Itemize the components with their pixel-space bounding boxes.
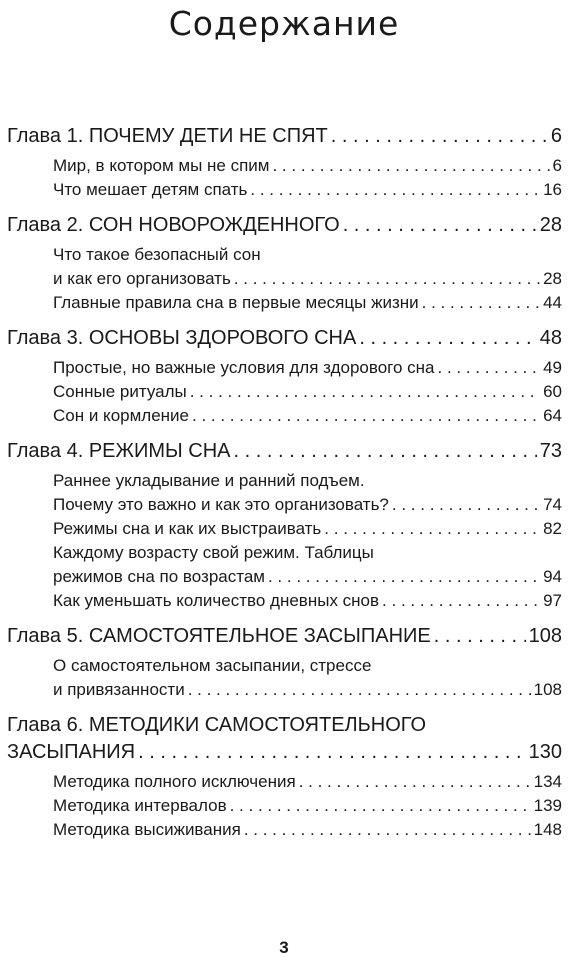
dot-leader (392, 493, 540, 517)
subsection-entry-page: 94 (543, 567, 562, 586)
dot-leader (434, 623, 526, 650)
chapter-heading[interactable] (7, 712, 562, 766)
chapter-heading-line (7, 212, 562, 239)
chapter-entry (7, 325, 562, 438)
chapter-heading[interactable] (7, 325, 562, 352)
subsection-entry[interactable] (53, 154, 562, 178)
chapter-heading-text: Глава 2. СОН НОВОРОЖДЕННОГО (7, 214, 340, 236)
subsection-entry-line (53, 267, 562, 291)
chapter-subsections (7, 352, 562, 438)
subsection-entry-text: О самостоятельном засыпании, стрессе (53, 656, 372, 675)
chapter-heading-line (7, 739, 562, 766)
subsection-entry[interactable] (53, 517, 562, 541)
dot-leader (192, 404, 540, 428)
subsection-entry-text: Мир, в котором мы не спим (53, 156, 270, 175)
subsection-entry-text: Как уменьшать количество дневных снов (53, 591, 380, 610)
subsection-entry-line (53, 517, 562, 541)
subsection-entry-page: 139 (533, 796, 562, 815)
chapter-heading-page: 6 (550, 125, 562, 147)
subsection-entry-line (53, 770, 562, 794)
subsection-entry-text: Главные правила сна в первые месяцы жизни (53, 293, 419, 312)
dot-leader (234, 438, 537, 465)
subsection-entry-line (53, 356, 562, 380)
subsection-entry-page: 44 (543, 293, 562, 312)
subsection-entry-page: 134 (533, 772, 562, 791)
subsection-entry[interactable] (53, 380, 562, 404)
subsection-entry-text: Сон и кормление (53, 406, 189, 425)
subsection-entry-page: 60 (543, 382, 562, 401)
subsection-entry-line (53, 493, 562, 517)
page-title: Содержание (168, 4, 400, 43)
subsection-entry-text: Что такое безопасный сон (53, 245, 261, 264)
chapter-heading-line (7, 438, 562, 465)
subsection-entry[interactable] (53, 243, 562, 291)
chapter-heading-line (7, 712, 562, 739)
dot-leader (190, 380, 540, 404)
subsection-entry[interactable] (53, 794, 562, 818)
subsection-entry-line (53, 154, 562, 178)
dot-leader (230, 794, 531, 818)
subsection-entry-page: 74 (543, 495, 562, 514)
chapter-subsections (7, 150, 562, 212)
subsection-entry-text: Методика интервалов (53, 796, 227, 815)
subsection-entry-text: и привязанности (53, 680, 185, 699)
chapter-heading-line (7, 623, 562, 650)
dot-leader (188, 678, 531, 702)
chapter-entry (7, 438, 562, 623)
subsection-entry-line (53, 469, 562, 493)
subsection-entry[interactable] (53, 404, 562, 428)
page-number: 3 (279, 938, 289, 957)
subsection-entry-line (53, 678, 562, 702)
dot-leader (268, 565, 540, 589)
chapter-heading[interactable] (7, 123, 562, 150)
subsection-entry-page: 6 (552, 156, 562, 175)
subsection-entry-line (53, 818, 562, 842)
subsection-entry[interactable] (53, 818, 562, 842)
dot-leader (234, 267, 540, 291)
subsection-entry-page: 49 (543, 358, 562, 377)
chapter-heading-line (7, 325, 562, 352)
chapter-heading-text: Глава 3. ОСНОВЫ ЗДОРОВОГО СНА (7, 327, 357, 349)
dot-leader (299, 770, 531, 794)
chapter-entry (7, 123, 562, 212)
subsection-entry-text: Методика высиживания (53, 820, 241, 839)
chapter-entry (7, 212, 562, 325)
subsection-entry-page: 16 (543, 180, 562, 199)
chapter-heading-page: 108 (528, 625, 562, 647)
subsection-entry-line (53, 589, 562, 613)
dot-leader (324, 517, 540, 541)
subsection-entry[interactable] (53, 541, 562, 589)
chapter-heading-page: 73 (539, 440, 562, 462)
chapter-heading[interactable] (7, 623, 562, 650)
dot-leader (343, 212, 537, 239)
subsection-entry-line (53, 404, 562, 428)
subsection-entry-text: Что мешает детям спать (53, 180, 248, 199)
chapter-subsections (7, 465, 562, 623)
subsection-entry-text: Раннее укладывание и ранний подъем. (53, 471, 365, 490)
subsection-entry-line (53, 380, 562, 404)
subsection-entry[interactable] (53, 654, 562, 702)
dot-leader (359, 325, 536, 352)
dot-leader (331, 123, 548, 150)
table-of-contents (7, 123, 562, 852)
subsection-entry-page: 148 (533, 820, 562, 839)
subsection-entry[interactable] (53, 178, 562, 202)
subsection-entry[interactable] (53, 356, 562, 380)
dot-leader (438, 356, 541, 380)
chapter-heading-line (7, 123, 562, 150)
chapter-heading-text: Глава 5. САМОСТОЯТЕЛЬНОЕ ЗАСЫПАНИЕ (7, 625, 431, 647)
dot-leader (272, 154, 549, 178)
chapter-entry (7, 712, 562, 852)
chapter-heading-page: 48 (539, 327, 562, 349)
chapter-heading[interactable] (7, 438, 562, 465)
subsection-entry-page: 82 (543, 519, 562, 538)
subsection-entry-text: режимов сна по возрастам (53, 567, 265, 586)
chapter-subsections (7, 239, 562, 325)
subsection-entry-line (53, 654, 562, 678)
subsection-entry-line (53, 291, 562, 315)
chapter-heading[interactable] (7, 212, 562, 239)
chapter-heading-text: Глава 6. МЕТОДИКИ САМОСТОЯТЕЛЬНОГО (7, 714, 427, 736)
dot-leader (422, 291, 540, 315)
subsection-entry-text: Методика полного исключения (53, 772, 296, 791)
chapter-heading-page: 28 (539, 214, 562, 236)
dot-leader (250, 178, 540, 202)
subsection-entry-line (53, 178, 562, 202)
chapter-subsections (7, 650, 562, 712)
subsection-entry-text: Режимы сна и как их выстраивать (53, 519, 322, 538)
subsection-entry-page: 97 (543, 591, 562, 610)
subsection-entry-text: Каждому возрасту свой режим. Таблицы (53, 543, 374, 562)
chapter-heading-text: Глава 4. РЕЖИМЫ СНА (7, 440, 231, 462)
subsection-entry-page: 28 (543, 269, 562, 288)
subsection-entry-page: 108 (533, 680, 562, 699)
chapter-subsections (7, 766, 562, 852)
dot-leader (138, 739, 526, 766)
chapter-entry (7, 623, 562, 712)
chapter-heading-text: ЗАСЫПАНИЯ (7, 741, 136, 763)
subsection-entry-text: Почему это важно и как это организовать? (53, 495, 389, 514)
dot-leader (244, 818, 531, 842)
subsection-entry-text: Сонные ритуалы (53, 382, 187, 401)
subsection-entry-page: 64 (543, 406, 562, 425)
subsection-entry-text: и как его организовать (53, 269, 231, 288)
subsection-entry-text: Простые, но важные условия для здорового сна (53, 358, 435, 377)
chapter-heading-page: 130 (528, 741, 562, 763)
subsection-entry-line (53, 794, 562, 818)
subsection-entry[interactable] (53, 770, 562, 794)
dot-leader (382, 589, 540, 613)
subsection-entry-line (53, 565, 562, 589)
chapter-heading-text: Глава 1. ПОЧЕМУ ДЕТИ НЕ СПЯТ (7, 125, 328, 147)
subsection-entry[interactable] (53, 291, 562, 315)
subsection-entry[interactable] (53, 469, 562, 517)
subsection-entry-line (53, 243, 562, 267)
subsection-entry[interactable] (53, 589, 562, 613)
subsection-entry-line (53, 541, 562, 565)
